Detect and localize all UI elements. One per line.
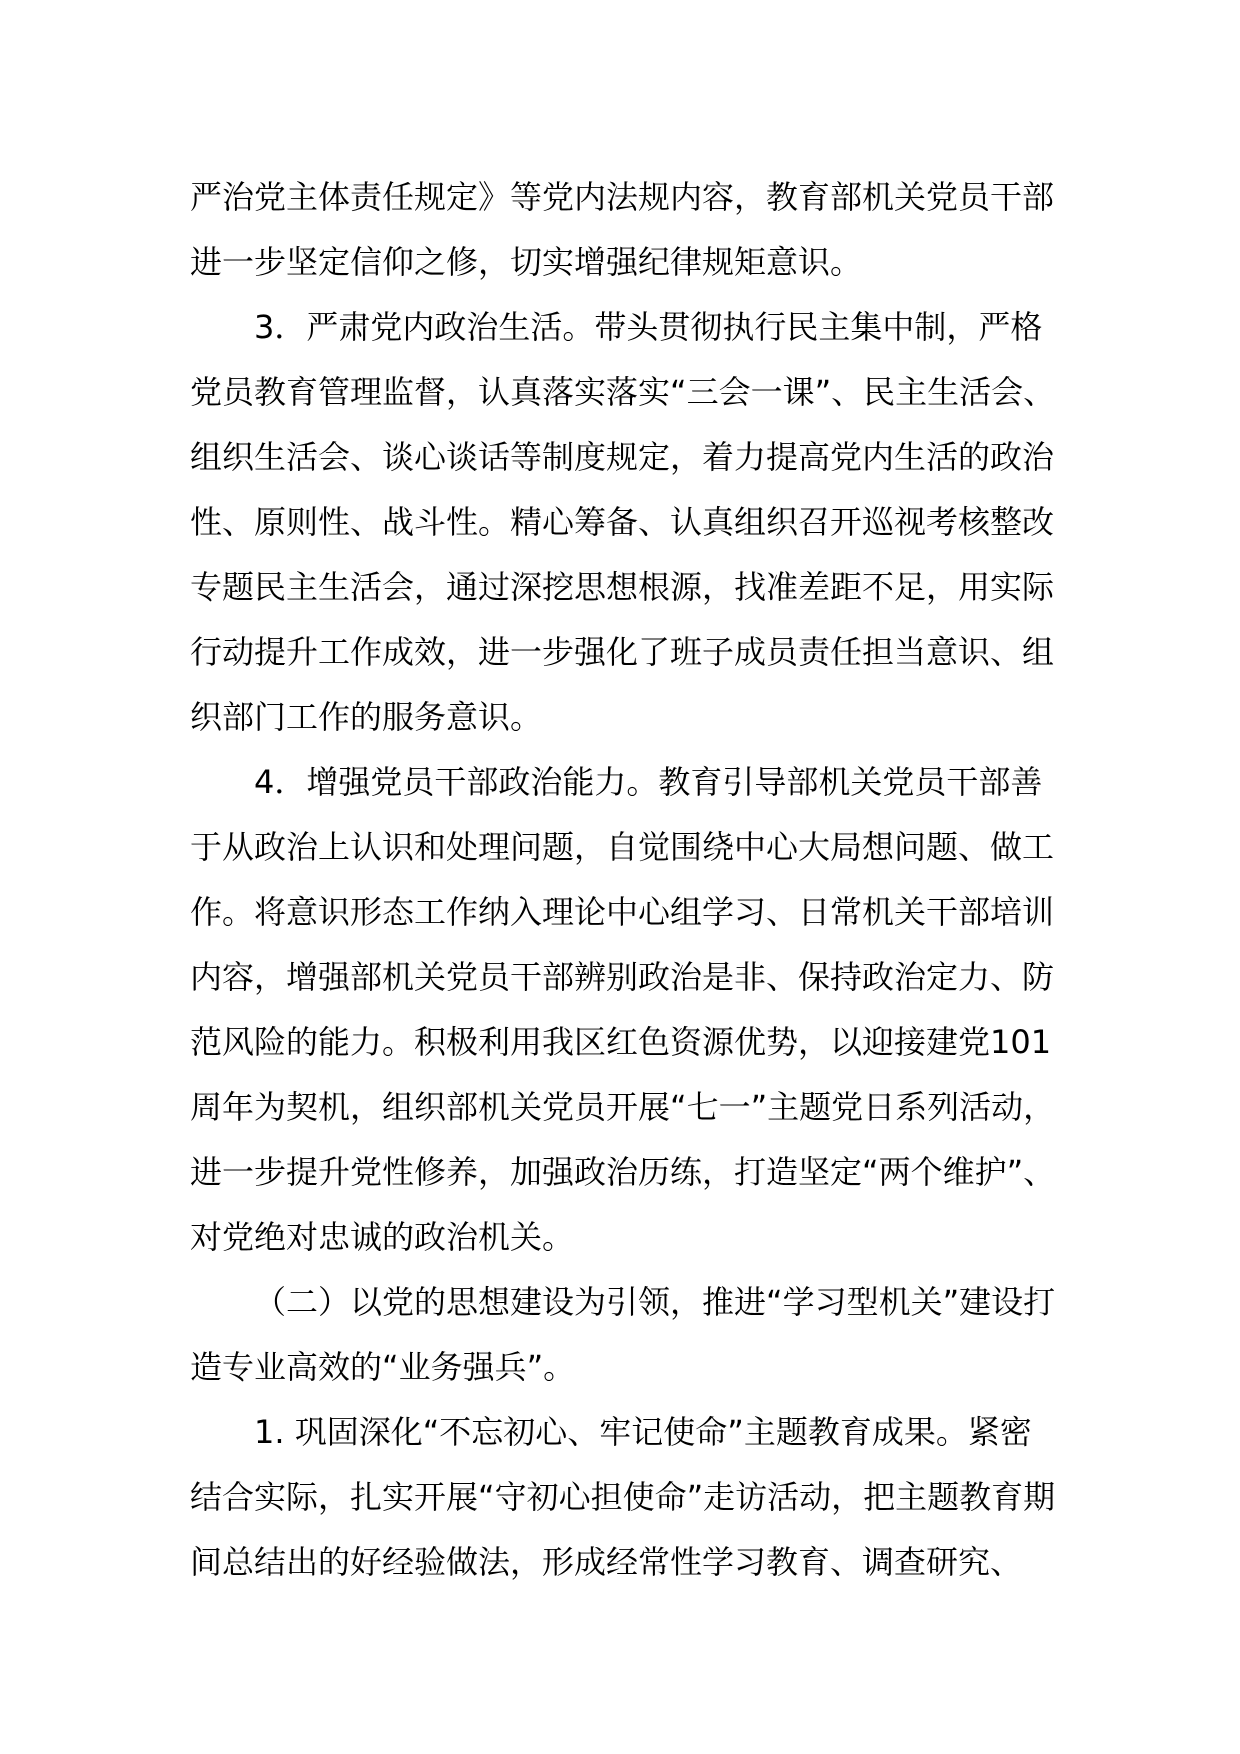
paragraph-continuation: 严治党主体责任规定》等党内法规内容，教育部机关党员干部进一步坚定信仰之修，切实增强纪律规矩意识。 — [190, 178, 1055, 281]
paragraph-section-2-heading: （二）以党的思想建设为引领，推进“学习型机关”建设打造专业高效的“业务强兵”。 — [190, 1283, 1056, 1386]
paragraph-item-3: 3．严肃党内政治生活。带头贯彻执行民主集中制，严格党员教育管理监督，认真落实落实“三会一课”、民主生活会、组织生活会、谈心谈话等制度规定，着力提高党内生活的政治性、原则性、战斗性。精心筹备、认真组织召开巡视考核整改专题民主生活会，通过深挖思想根源，找准差距不足，用实际行动提升工作成效，进一步强化了班子成员责任担当意识、组织部门工作的服务意识。 — [190, 308, 1056, 736]
paragraph-item-4: 4．增强党员干部政治能力。教育引导部机关党员干部善于从政治上认识和处理问题，自觉围绕中心大局想问题、做工作。将意识形态工作纳入理论中心组学习、日常机关干部培训内容，增强部机关党员干部辨别政治是非、保持政治定力、防范风险的能力。积极利用我区红色资源优势，以迎接建党101周年为契机，组织部机关党员开展“七一”主题党日系列活动，进一步提升党性修养，加强政治历练，打造坚定“两个维护”、对党绝对忠诚的政治机关。 — [190, 763, 1056, 1256]
document-body — [190, 165, 1060, 1595]
paragraph-item-2-1: 1. 巩固深化“不忘初心、牢记使命”主题教育成果。紧密结合实际，扎实开展“守初心担使命”走访活动，把主题教育期间总结出的好经验做法，形成经常性学习教育、调查研究、 — [190, 1413, 1056, 1581]
